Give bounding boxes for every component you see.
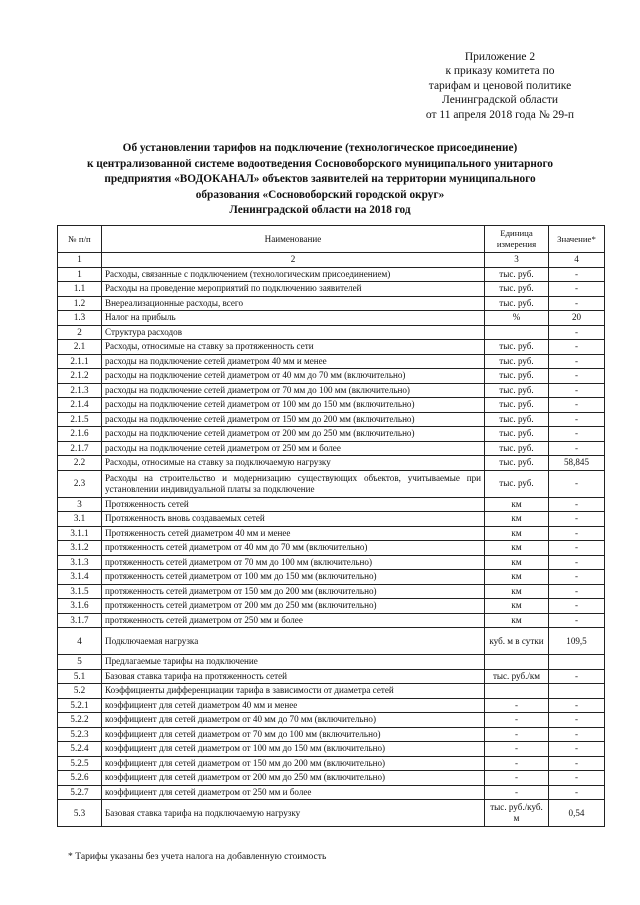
table-row xyxy=(58,311,605,326)
row-unit: км xyxy=(485,613,549,628)
row-unit: - xyxy=(485,742,549,757)
table-row xyxy=(58,267,605,282)
row-name: расходы на подключение сетей диаметром от 250 мм и более xyxy=(102,441,485,456)
row-value: - xyxy=(549,412,605,427)
row-name: Базовая ставка тарифа на протяженность сетей xyxy=(102,669,485,684)
title-line: Об установлении тарифов на подключение (технологическое присоединение) xyxy=(122,142,518,154)
row-value: - xyxy=(549,497,605,512)
row-unit: - xyxy=(485,785,549,800)
row-name: коэффициент для сетей диаметром от 150 мм до 200 мм (включительно) xyxy=(102,756,485,771)
row-unit xyxy=(485,655,549,670)
row-value: - xyxy=(549,267,605,282)
table-row xyxy=(58,456,605,471)
row-number: 3.1.5 xyxy=(58,584,102,599)
row-unit: тыс. руб./км xyxy=(485,669,549,684)
row-unit: тыс. руб. xyxy=(485,398,549,413)
table-row xyxy=(58,655,605,670)
row-number: 2.3 xyxy=(58,470,102,497)
column-numbers-row xyxy=(58,253,605,268)
row-number: 1 xyxy=(58,267,102,282)
row-unit: км xyxy=(485,526,549,541)
row-value: - xyxy=(549,727,605,742)
row-value: - xyxy=(549,771,605,786)
row-name: Предлагаемые тарифы на подключение xyxy=(102,655,485,670)
row-number: 3 xyxy=(58,497,102,512)
row-number: 1.3 xyxy=(58,311,102,326)
row-unit: тыс. руб. xyxy=(485,456,549,471)
row-name: Расходы, относимые на ставку за подключаемую нагрузку xyxy=(102,456,485,471)
row-number: 5.2.3 xyxy=(58,727,102,742)
row-value: - xyxy=(549,441,605,456)
row-name: Расходы, относимые на ставку за протяженность сети xyxy=(102,340,485,355)
row-number: 5.2.6 xyxy=(58,771,102,786)
row-number: 3.1.3 xyxy=(58,555,102,570)
table-row xyxy=(58,340,605,355)
appendix-line: к приказу комитета по xyxy=(445,65,555,78)
row-name: расходы на подключение сетей диаметром от 100 мм до 150 мм (включительно) xyxy=(102,398,485,413)
row-name: Налог на прибыль xyxy=(102,311,485,326)
row-name: расходы на подключение сетей диаметром от 40 мм до 70 мм (включительно) xyxy=(102,369,485,384)
row-unit: - xyxy=(485,727,549,742)
row-name: Подключаемая нагрузка xyxy=(102,628,485,655)
table-row xyxy=(58,584,605,599)
row-number: 5.2.5 xyxy=(58,756,102,771)
row-name: Внереализационные расходы, всего xyxy=(102,296,485,311)
row-value: - xyxy=(549,354,605,369)
row-value: - xyxy=(549,756,605,771)
row-unit: тыс. руб. xyxy=(485,296,549,311)
row-name: протяженность сетей диаметром от 100 мм до 150 мм (включительно) xyxy=(102,570,485,585)
row-value xyxy=(549,655,605,670)
row-unit: тыс. руб. xyxy=(485,470,549,497)
row-value: - xyxy=(549,398,605,413)
row-unit: тыс. руб. xyxy=(485,427,549,442)
column-number: 1 xyxy=(58,253,102,268)
row-number: 2.1.1 xyxy=(58,354,102,369)
table-row xyxy=(58,441,605,456)
row-value: - xyxy=(549,526,605,541)
table-row xyxy=(58,785,605,800)
row-name: Расходы на проведение мероприятий по подключению заявителей xyxy=(102,282,485,297)
title-line: к централизованной системе водоотведения Сосновоборского муниципального унитарного xyxy=(86,157,554,170)
row-unit: тыс. руб. xyxy=(485,354,549,369)
table-row xyxy=(58,541,605,556)
row-value: 0,54 xyxy=(549,800,605,827)
table-row xyxy=(58,497,605,512)
row-value: - xyxy=(549,296,605,311)
row-value: 109,5 xyxy=(549,628,605,655)
tariff-table xyxy=(57,225,605,827)
row-value: - xyxy=(549,555,605,570)
table-row xyxy=(58,325,605,340)
row-name: Коэффициенты дифференциации тарифа в зависимости от диаметра сетей xyxy=(102,684,485,699)
header-unit: Единица измерения xyxy=(485,226,549,253)
footnote: * Тарифы указаны без учета налога на добавленную стоимость xyxy=(68,851,327,862)
row-number: 5.2 xyxy=(58,684,102,699)
row-number: 5.2.2 xyxy=(58,713,102,728)
appendix-line: Приложение 2 xyxy=(464,51,536,63)
row-number: 3.1.7 xyxy=(58,613,102,628)
row-unit: тыс. руб. xyxy=(485,383,549,398)
row-number: 2.1 xyxy=(58,340,102,355)
row-value: - xyxy=(549,470,605,497)
row-unit xyxy=(485,325,549,340)
row-number: 5 xyxy=(58,655,102,670)
table-row xyxy=(58,354,605,369)
row-unit: тыс. руб. xyxy=(485,441,549,456)
row-number: 5.2.4 xyxy=(58,742,102,757)
row-number: 5.2.7 xyxy=(58,785,102,800)
header-value: Значение* xyxy=(549,226,605,253)
appendix-block xyxy=(400,50,600,122)
row-number: 3.1.4 xyxy=(58,570,102,585)
table-row xyxy=(58,282,605,297)
column-number: 3 xyxy=(485,253,549,268)
table-header-row xyxy=(58,226,605,253)
row-unit: тыс. руб. xyxy=(485,282,549,297)
row-value: - xyxy=(549,713,605,728)
table-row xyxy=(58,698,605,713)
row-number: 5.1 xyxy=(58,669,102,684)
table-row xyxy=(58,713,605,728)
row-value: - xyxy=(549,599,605,614)
row-value: 58,845 xyxy=(549,456,605,471)
appendix-line: от 11 апреля 2018 года № 29-п xyxy=(425,108,575,121)
row-value: - xyxy=(549,541,605,556)
row-unit: % xyxy=(485,311,549,326)
row-number: 5.2.1 xyxy=(58,698,102,713)
row-number: 2.1.4 xyxy=(58,398,102,413)
table-row xyxy=(58,512,605,527)
title-line: предприятия «ВОДОКАНАЛ» объектов заявителей на территории муниципального xyxy=(104,173,536,186)
row-value: - xyxy=(549,340,605,355)
table-row xyxy=(58,628,605,655)
row-value: - xyxy=(549,742,605,757)
table-row xyxy=(58,470,605,497)
table-row xyxy=(58,742,605,757)
row-name: Протяженность вновь создаваемых сетей xyxy=(102,512,485,527)
table-row xyxy=(58,296,605,311)
row-name: Протяженность сетей диаметром 40 мм и менее xyxy=(102,526,485,541)
document-title xyxy=(40,141,600,219)
row-unit: тыс. руб. xyxy=(485,412,549,427)
row-name: Расходы на строительство и модернизацию существующих объектов, учитываемые при установлении индивидуальной платы за подключение xyxy=(102,470,485,497)
row-name: Структура расходов xyxy=(102,325,485,340)
row-name: коэффициент для сетей диаметром от 100 мм до 150 мм (включительно) xyxy=(102,742,485,757)
row-value: - xyxy=(549,669,605,684)
row-name: Базовая ставка тарифа на подключаемую нагрузку xyxy=(102,800,485,827)
title-line: образования «Сосновоборский городской округ» xyxy=(195,188,445,201)
row-value: - xyxy=(549,584,605,599)
row-unit xyxy=(485,684,549,699)
row-name: протяженность сетей диаметром от 200 мм до 250 мм (включительно) xyxy=(102,599,485,614)
row-value: - xyxy=(549,383,605,398)
row-unit: тыс. руб. xyxy=(485,369,549,384)
row-number: 1.1 xyxy=(58,282,102,297)
row-number: 2.1.7 xyxy=(58,441,102,456)
row-name: расходы на подключение сетей диаметром от 70 мм до 100 мм (включительно) xyxy=(102,383,485,398)
row-number: 5.3 xyxy=(58,800,102,827)
row-unit: - xyxy=(485,771,549,786)
table-row xyxy=(58,570,605,585)
row-number: 3.1 xyxy=(58,512,102,527)
appendix-line: тарифам и ценовой политике xyxy=(428,79,572,92)
row-value: - xyxy=(549,325,605,340)
table-row xyxy=(58,727,605,742)
row-number: 2.1.6 xyxy=(58,427,102,442)
row-unit: - xyxy=(485,713,549,728)
row-name: коэффициент для сетей диаметром 40 мм и менее xyxy=(102,698,485,713)
row-name: протяженность сетей диаметром от 70 мм до 100 мм (включительно) xyxy=(102,555,485,570)
row-number: 3.1.2 xyxy=(58,541,102,556)
row-name: расходы на подключение сетей диаметром от 150 мм до 200 мм (включительно) xyxy=(102,412,485,427)
tariff-table-body xyxy=(58,226,605,827)
row-unit: тыс. руб. xyxy=(485,340,549,355)
table-row xyxy=(58,555,605,570)
table-row xyxy=(58,756,605,771)
row-unit: км xyxy=(485,584,549,599)
table-row xyxy=(58,412,605,427)
table-row xyxy=(58,669,605,684)
row-number: 3.1.1 xyxy=(58,526,102,541)
row-unit: км xyxy=(485,555,549,570)
table-row xyxy=(58,613,605,628)
row-value: - xyxy=(549,427,605,442)
row-unit: км xyxy=(485,570,549,585)
row-number: 3.1.6 xyxy=(58,599,102,614)
title-line: Ленинградской области на 2018 год xyxy=(229,204,411,217)
row-unit: - xyxy=(485,698,549,713)
row-name: коэффициент для сетей диаметром от 40 мм до 70 мм (включительно) xyxy=(102,713,485,728)
row-value: - xyxy=(549,613,605,628)
row-unit: км xyxy=(485,512,549,527)
table-row xyxy=(58,771,605,786)
table-row xyxy=(58,427,605,442)
row-unit: км xyxy=(485,541,549,556)
table-row xyxy=(58,684,605,699)
appendix-line: Ленинградской области xyxy=(441,94,559,107)
row-value: - xyxy=(549,785,605,800)
row-name: коэффициент для сетей диаметром от 200 мм до 250 мм (включительно) xyxy=(102,771,485,786)
row-value xyxy=(549,684,605,699)
row-number: 2.1.3 xyxy=(58,383,102,398)
row-unit: км xyxy=(485,599,549,614)
row-name: Протяженность сетей xyxy=(102,497,485,512)
row-name: протяженность сетей диаметром от 150 мм до 200 мм (включительно) xyxy=(102,584,485,599)
row-value: - xyxy=(549,570,605,585)
row-unit: куб. м в сутки xyxy=(485,628,549,655)
header-num: № п/п xyxy=(58,226,102,253)
row-number: 1.2 xyxy=(58,296,102,311)
row-number: 2.2 xyxy=(58,456,102,471)
table-row xyxy=(58,599,605,614)
row-value: 20 xyxy=(549,311,605,326)
column-number: 4 xyxy=(549,253,605,268)
row-name: расходы на подключение сетей диаметром 40 мм и менее xyxy=(102,354,485,369)
row-value: - xyxy=(549,369,605,384)
row-number: 2 xyxy=(58,325,102,340)
header-name: Наименование xyxy=(102,226,485,253)
table-row xyxy=(58,526,605,541)
row-unit: - xyxy=(485,756,549,771)
row-number: 2.1.5 xyxy=(58,412,102,427)
column-number: 2 xyxy=(102,253,485,268)
row-name: Расходы, связанные с подключением (технологическим присоединением) xyxy=(102,267,485,282)
row-name: коэффициент для сетей диаметром от 70 мм до 100 мм (включительно) xyxy=(102,727,485,742)
row-number: 4 xyxy=(58,628,102,655)
row-value: - xyxy=(549,282,605,297)
table-row xyxy=(58,369,605,384)
table-row xyxy=(58,800,605,827)
row-value: - xyxy=(549,512,605,527)
row-number: 2.1.2 xyxy=(58,369,102,384)
row-name: протяженность сетей диаметром от 250 мм и более xyxy=(102,613,485,628)
row-name: протяженность сетей диаметром от 40 мм до 70 мм (включительно) xyxy=(102,541,485,556)
row-unit: тыс. руб. xyxy=(485,267,549,282)
row-name: расходы на подключение сетей диаметром от 200 мм до 250 мм (включительно) xyxy=(102,427,485,442)
row-value: - xyxy=(549,698,605,713)
table-row xyxy=(58,398,605,413)
row-name: коэффициент для сетей диаметром от 250 мм и более xyxy=(102,785,485,800)
row-unit: км xyxy=(485,497,549,512)
table-row xyxy=(58,383,605,398)
row-unit: тыс. руб./куб. м xyxy=(485,800,549,827)
